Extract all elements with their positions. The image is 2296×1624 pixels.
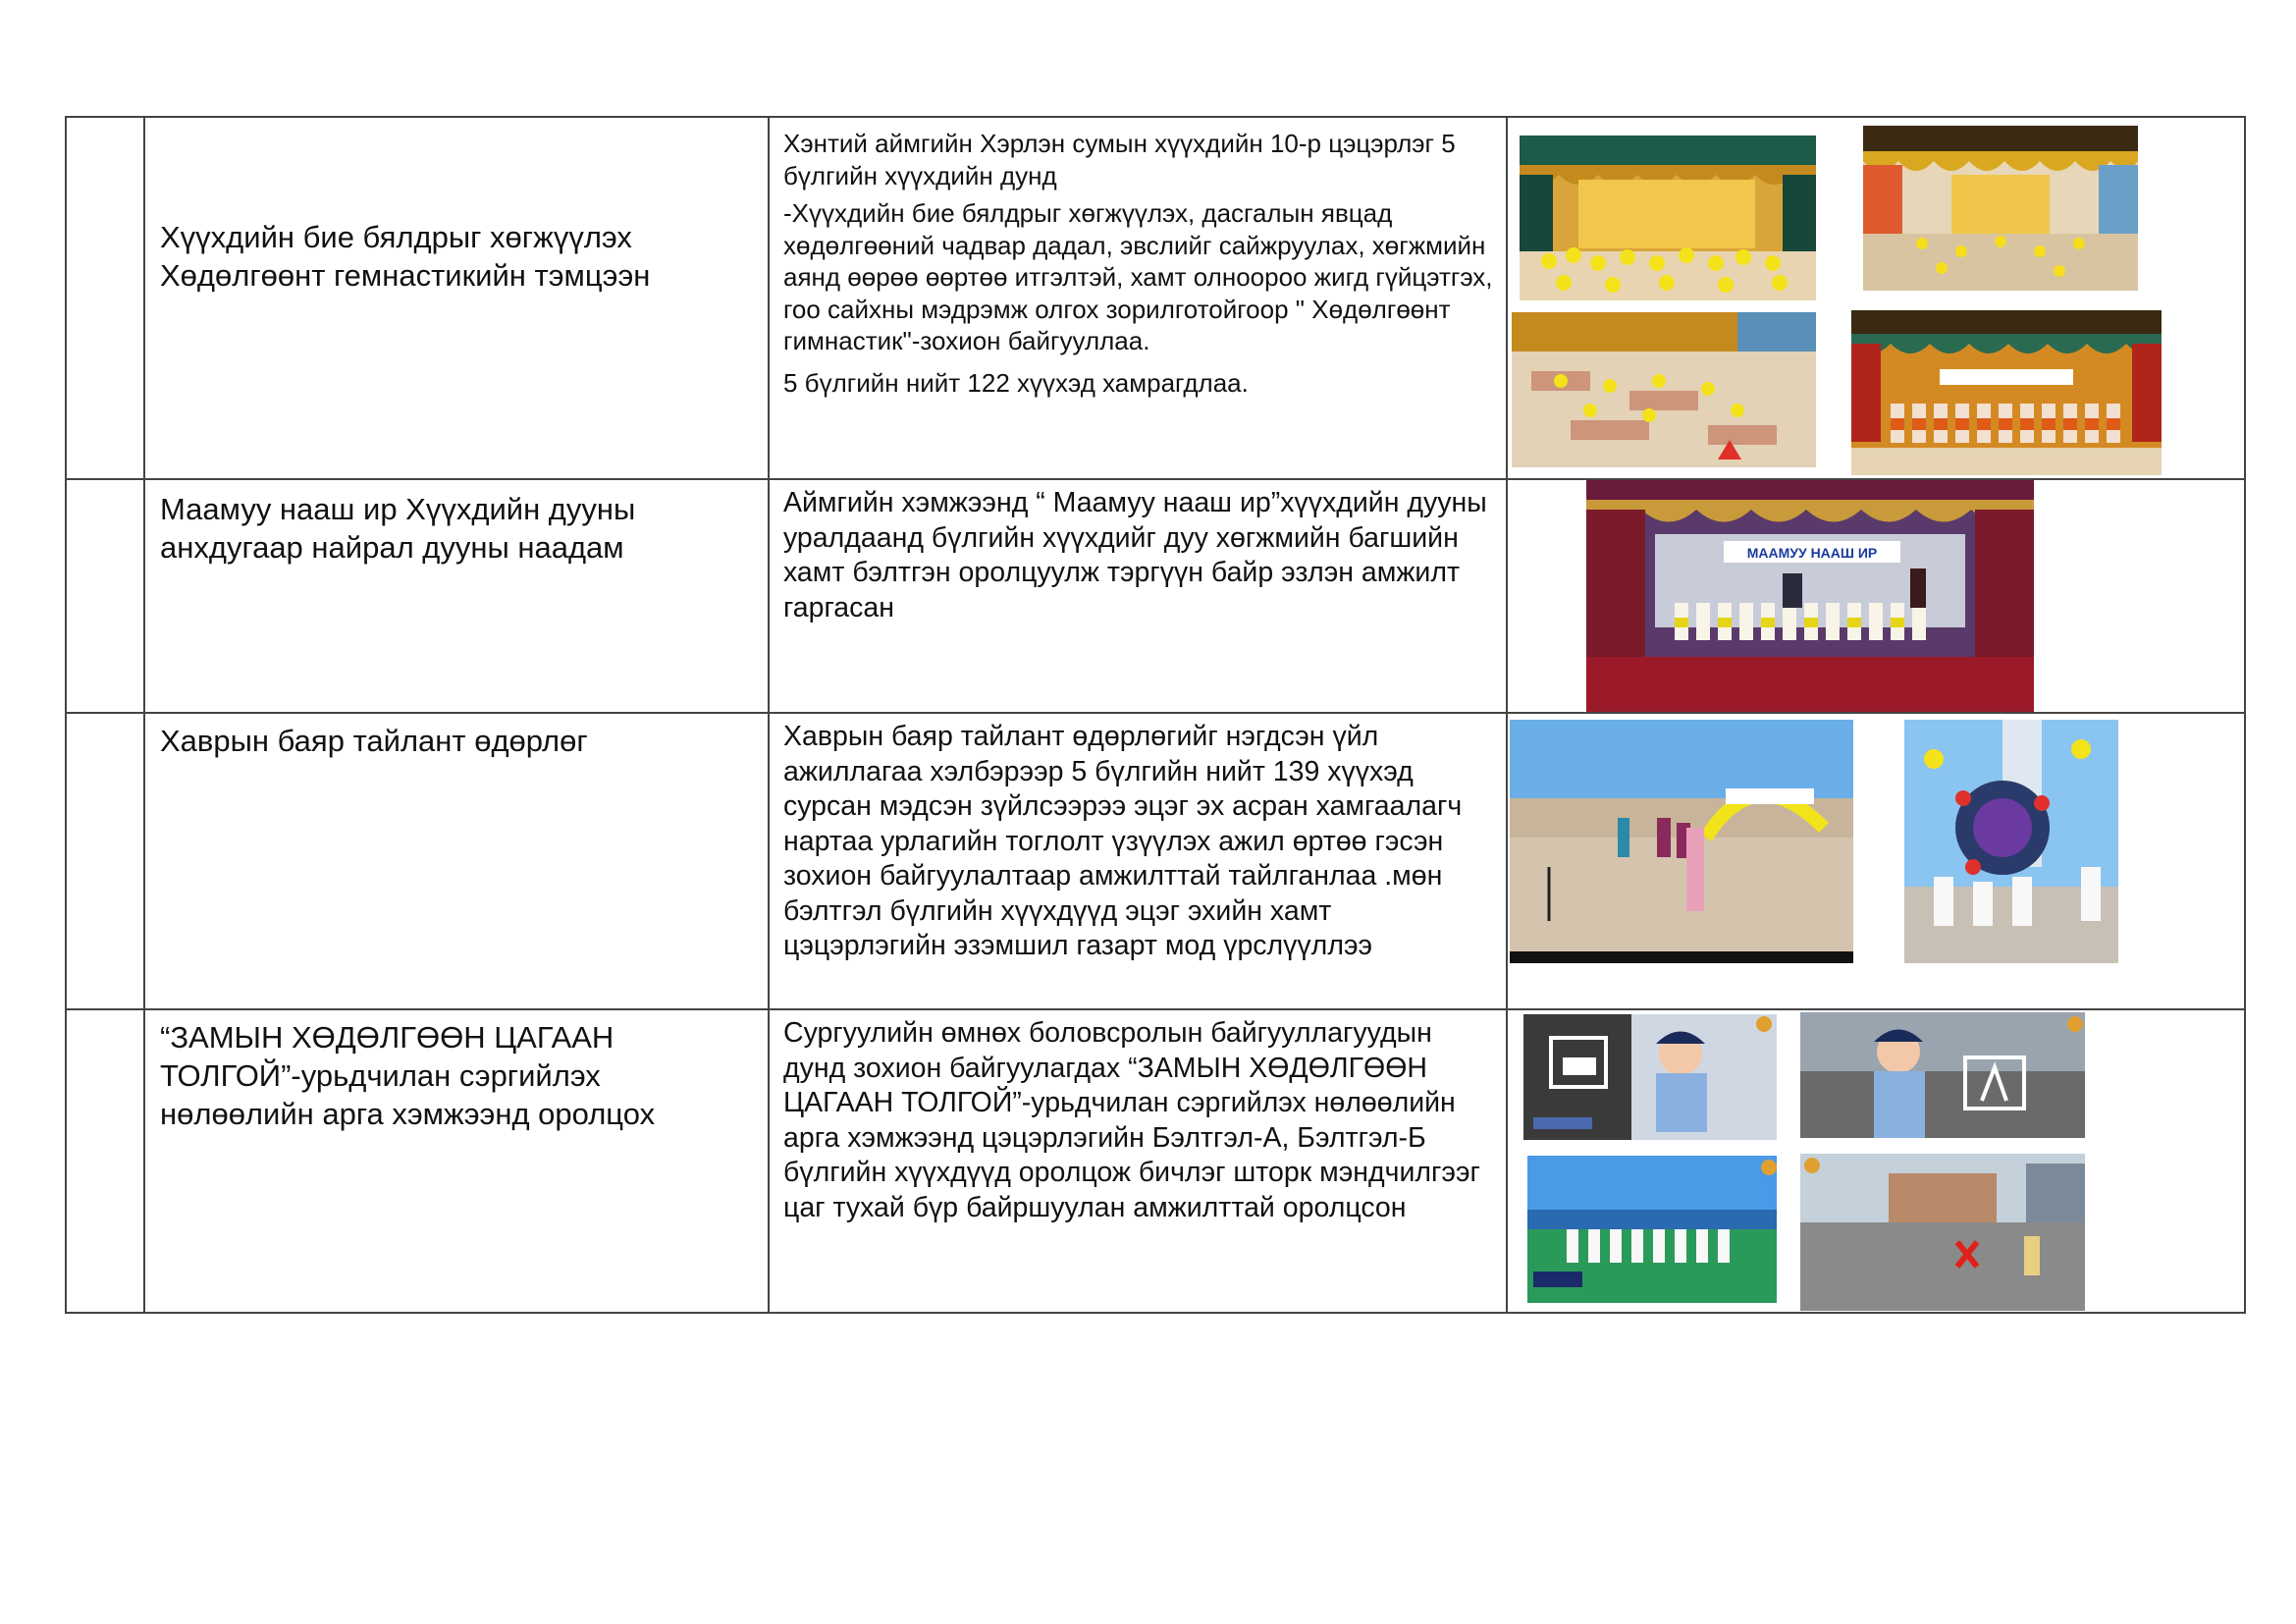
activity-title-cell [144,1009,769,1313]
table-row [66,713,2245,1009]
gymnastics-floor-photo [1512,312,1816,467]
title-line: Хүүхдийн бие бялдрыг хөгжүүлэх [160,220,632,254]
gymnastics-stage-photo [1520,135,1816,300]
gymnastics-group-photo [1851,310,2162,475]
activity-title-cell [144,479,769,713]
description-paragraph: 5 бүлгийн нийт 122 хүүхэд хамрагдлаа. [783,367,1249,398]
traffic-crossing-child-photo [1800,1012,2085,1138]
traffic-street-photo [1800,1154,2085,1311]
row-number-cell [66,117,144,479]
title-line: нөлөөлийн арга хэмжээнд оролцох [160,1097,656,1131]
activity-description: Аймгийн хэмжээнд “ Маамуу нааш ир”хүүхдийн дууны уралдаанд бүлгийн хүүхдийг дуу хөгжмийн багшийн хамт бэлтгэн оролцуулж тэргүүн байр эзлэн амжилт гаргасан [783,487,1487,623]
activity-title [145,118,768,295]
choir-stage-photo [1586,480,2034,713]
activity-description [770,118,1506,399]
spring-balloon-arch-photo [1904,720,2118,963]
title-line: Хөдөлгөөнт гемнастикийн тэмцээн [160,258,651,293]
title-line: анхдугаар найрал дууны наадам [160,530,624,565]
activity-description-cell [769,479,1507,713]
activity-description: Сургуулийн өмнөх боловсролын байгууллагуудын дунд зохион байгуулагдах “ЗАМЫН ХӨДӨЛГӨӨН ЦАГААН ТОЛГОЙ”-урьдчилан сэргийлэх нөлөөлийн арга хэмжээнд цэцэрлэгийн Бэлтгэл-А, Бэлтгэл-Б бүлгийн хүүхдүүд оролцож бичлэг шторк мэндчилгээг цаг тухай бүр байршуулан амжилттай оролцсон [783,1017,1480,1223]
stage-banner-text: МААМУУ НААШ ИР [1746,545,1878,561]
table-row [66,1009,2245,1313]
activity-photos-cell [1507,479,2245,713]
description-paragraph: Хэнтий аймгийн Хэрлэн сумын хүүхдийн 10-р цэцэрлэг 5 бүлгийн хүүхдийн дунд [783,129,1456,190]
row-number-cell [66,1009,144,1313]
gymnastics-hall-photo [1863,126,2138,291]
activity-title [145,480,768,567]
activity-description: Хаврын баяр тайлант өдөрлөгийг нэгдсэн үйл ажиллагаа хэлбэрээр 5 бүлгийн нийт 139 хүүхэд сурсан мэдсэн зүйлсээрээ эцэг эх асран хамгаалагч нартаа урлагийн тоглолт үзүүлэх ажил өртөө гэсэн зохион байгуулалтаар амжилттай тайлганлаа .мөн бэлтгэл бүлгийн хүүхдүүд эцэг эхийн хамт цэцэрлэгийн эзэмшил газарт мод үрслүүллээ [783,721,1463,961]
activity-title [145,1010,768,1133]
activity-photos-cell [1507,713,2245,1009]
activity-report-table [65,116,2246,1314]
traffic-police-child-photo [1523,1014,1777,1140]
row-number-cell [66,479,144,713]
activity-photos-cell [1507,117,2245,479]
activity-description-cell [769,1009,1507,1313]
activity-description-cell [769,713,1507,1009]
table-row [66,117,2245,479]
row-number-cell [66,713,144,1009]
title-line: Хаврын баяр тайлант өдөрлөг [160,724,588,758]
activity-title-cell [144,117,769,479]
activity-photos-cell [1507,1009,2245,1313]
title-line: ТОЛГОЙ”-урьдчилан сэргийлэх [160,1058,601,1093]
activity-description-cell [769,117,1507,479]
spring-outdoor-performance-photo [1510,720,1853,963]
activity-title [145,714,768,760]
title-line: Маамуу нааш ир Хүүхдийн дууны [160,492,636,526]
activity-title-cell [144,713,769,1009]
table-row [66,479,2245,713]
title-line: “ЗАМЫН ХӨДӨЛГӨӨН ЦАГААН [160,1020,614,1055]
traffic-field-children-photo [1527,1156,1777,1303]
description-paragraph: -Хүүхдийн бие бялдрыг хөгжүүлэх, дасгалын явцад хөдөлгөөний чадвар дадал, эвслийг сайжруулах, хөгжмийн аянд өөрөө өөртөө итгэлтэй, хамт олноороо жигд гүйцэтгэх, гоо сайхны мэдрэмж олгох зорилготойгоор " Хөдөлгөөнт гимнастик"-зохион байгууллаа. [783,198,1493,355]
